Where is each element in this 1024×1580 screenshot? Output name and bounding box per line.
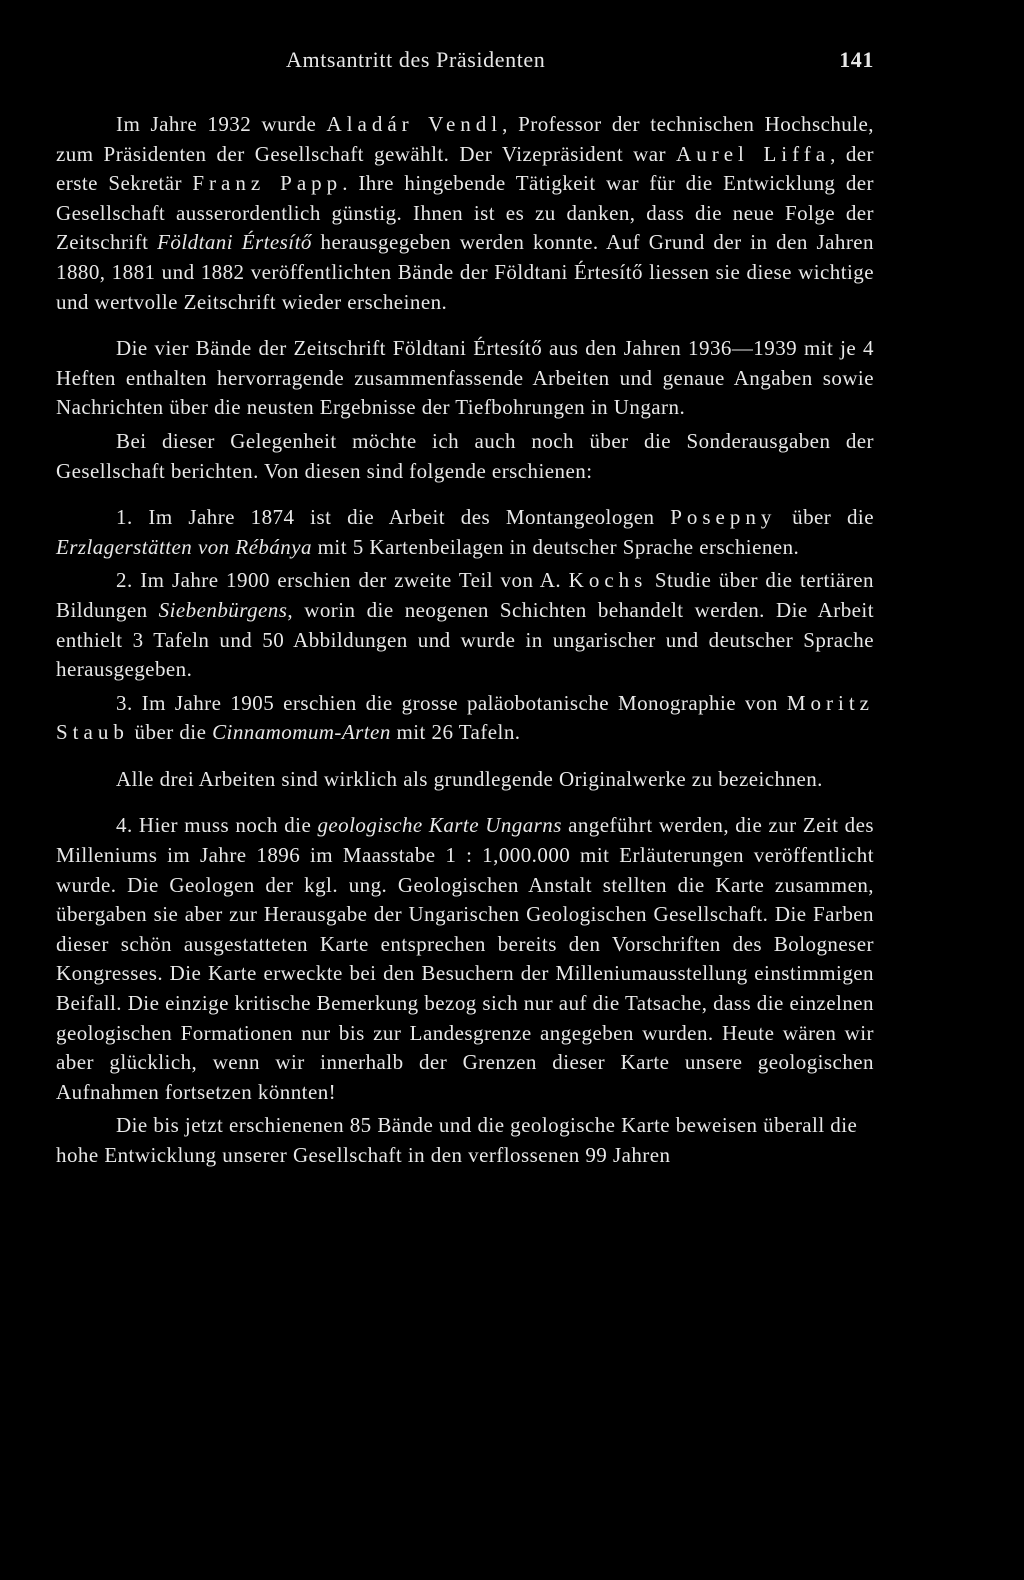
list-item-4: 4. Hier muss noch die geologische Karte Ungarns angeführt werden, die zur Zeit des Milleniums im Jahre 1896 im Maasstabe 1 : 1,000.000 mit Erläuterungen veröffentlicht wurde. Die Geologen der kgl. ung. Geologischen Anstalt stellten die Karte zusammen, übergaben sie aber zur Herausgabe der Ungarischen Geologischen Gesellschaft. Die Farben dieser schön ausgestatteten Karte entsprechen bereits den Vorschriften des Bologneser Kongresses. Die Karte erweckte bei den Besuchern der Milleniumausstellung einstimmigen Beifall. Die einzige kritische Bemerkung bezog sich nur auf die Tatsache, dass die einzelnen geologischen Formationen nur bis zur Landesgrenze angegeben wurden. Heute wären wir aber glücklich, wenn wir innerhalb der Grenzen dieser Karte unsere geologischen Aufnahmen fortsetzen könnten! bbox=[56, 813, 875, 1104]
body-text bbox=[56, 110, 874, 1171]
paragraph-conclusion: Die bis jetzt erschienenen 85 Bände und die geologische Karte beweisen überall die hohe Entwicklung unserer Gesellschaft in den verflossenen 99 Jahren bbox=[56, 1113, 858, 1167]
person-name: Aladár Vendl bbox=[326, 112, 503, 136]
running-title: Amtsantritt des Präsidenten bbox=[286, 47, 546, 72]
person-name: Franz Papp bbox=[192, 171, 343, 196]
paragraph-special-editions: Bei dieser Gelegenheit möchte ich auch noch über die Sonderausgaben der Gesellschaft berichten. Von diesen sind folgende erschienen: bbox=[56, 428, 874, 483]
running-header bbox=[56, 47, 874, 77]
person-name: Posepny bbox=[670, 505, 777, 530]
work-title: geologische Karte Ungarns bbox=[317, 813, 562, 838]
paragraph-president: Im Jahre 1932 wurde Aladár Vendl, Professor der technischen Hochschule, zum Präsidenten der Gesellschaft gewählt. Der Vizepräsident war Aurel Liffa, der erste Sekretär Franz Papp. Ihre hingebende Tätigkeit war für die Entwicklung der Gesellschaft ausserordentlich günstig. Ihnen ist es zu danken, dass die neue Folge der Zeitschrift Földtani Értesítő herausgegeben werden konnte. Auf Grund der in den Jahren 1880, 1881 und 1882 veröffentlichten Bände der Földtani Értesítő liessen sie diese wichtige und wertvolle Zeitschrift wieder erscheinen. bbox=[56, 112, 874, 314]
work-title: Cinnamomum-Arten bbox=[212, 720, 391, 745]
list-item-3: 3. Im Jahre 1905 erschien die grosse paläobotanische Monographie von Moritz Staub über die Cinnamomum-Arten mit 26 Tafeln. bbox=[56, 690, 874, 745]
paragraph-volumes: Die vier Bände der Zeitschrift Földtani Értesítő aus den Jahren 1936—1939 mit je 4 Heften enthalten hervorragende zusammenfassende Arbeiten und genaue Angaben sowie Nachrichten über die neusten Ergebnisse der Tiefbohrungen in Ungarn. bbox=[56, 336, 874, 420]
list-item-1: 1. Im Jahre 1874 ist die Arbeit des Montangeologen Posepny über die Erzlagerstätten von Rébánya mit 5 Kartenbeilagen in deutscher Sprache erschienen. bbox=[56, 505, 874, 559]
page-number: 141 bbox=[839, 47, 874, 72]
journal-title: Földtani Értesítő bbox=[157, 230, 312, 255]
person-name: Moritz Staub bbox=[56, 690, 874, 745]
region-name: Siebenbürgens bbox=[158, 597, 288, 622]
person-name: Aurel Liffa bbox=[676, 141, 831, 166]
paragraph-assessment: Alle drei Arbeiten sind wirklich als grundlegende Originalwerke zu bezeichnen. bbox=[116, 766, 823, 791]
work-title: Erzlagerstätten von Rébánya bbox=[56, 534, 312, 559]
person-name: Kochs bbox=[568, 568, 648, 593]
list-item-2: 2. Im Jahre 1900 erschien der zweite Teil von A. Kochs Studie über die tertiären Bildungen Siebenbürgens, worin die neogenen Schichten behandelt werden. Die Arbeit enthielt 3 Tafeln und 50 Abbildungen und wurde in ungarischer und deutscher Sprache herausgegeben. bbox=[56, 568, 874, 682]
